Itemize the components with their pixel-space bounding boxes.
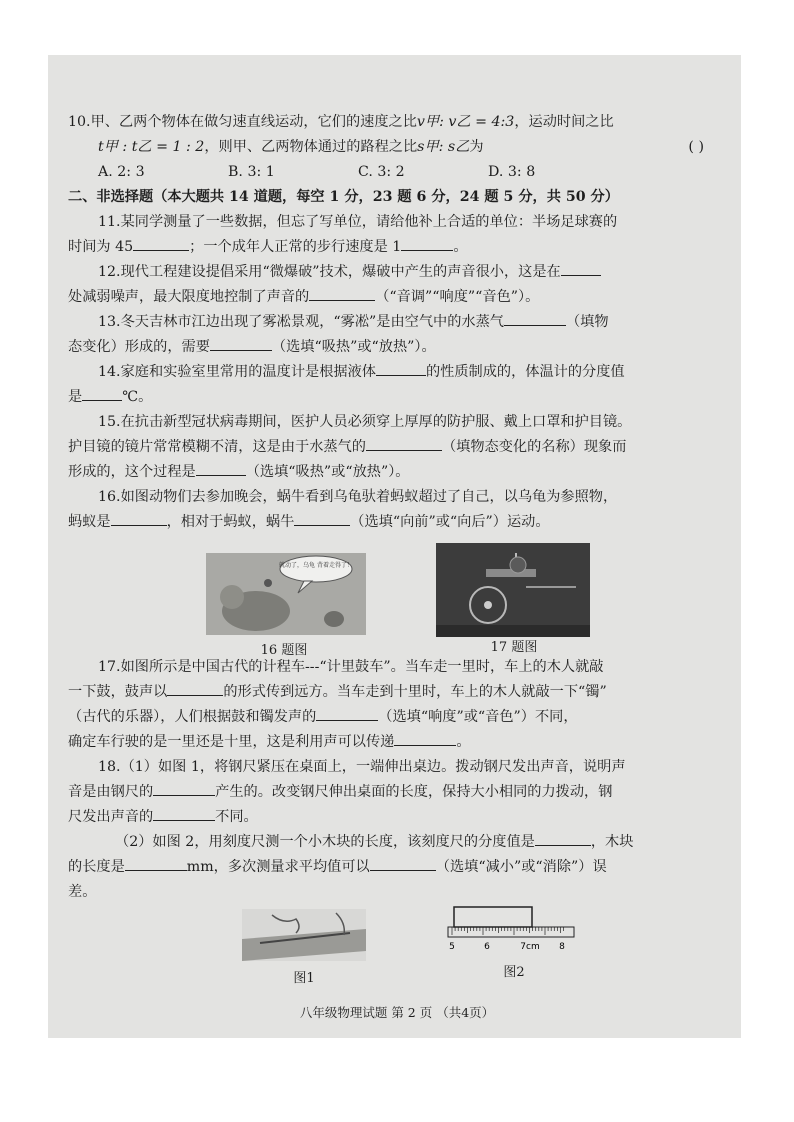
section-2-title: 二、非选择题（本大题共 14 道题，每空 1 分，23 题 6 分，24 题 5 分，共 50 分） bbox=[68, 189, 619, 205]
q13-line1: 13.冬天吉林市江边出现了雾凇景观，“雾凇”是由空气中的水蒸气 （填物 bbox=[68, 310, 726, 335]
q18-line1: 18.（1）如图 1，将钢尺紧压在桌面上，一端伸出桌边。拨动钢尺发出声音，说明声 bbox=[98, 759, 626, 775]
q17-line4: 确定车行驶的是一里还是十里，这是利用声可以传递 。 bbox=[68, 730, 726, 755]
ruler-label-5: 5 bbox=[449, 942, 455, 952]
answer-blank bbox=[82, 385, 122, 401]
q17-line2: 一下鼓，鼓声以 的形式传到远方。当车走到十里时，车上的木人就敲一下“镯” bbox=[68, 680, 726, 705]
fig2-caption: 图2 bbox=[503, 965, 525, 980]
wooden-block bbox=[454, 907, 532, 927]
page-footer: 八年级物理试题 第 2 页 （共4页） bbox=[299, 1005, 495, 1020]
q10-line2: t甲 : t乙 = 1 : 2，则甲、乙两物体通过的路程之比s甲: s乙为 ( ) bbox=[68, 135, 726, 160]
figures-16-17 bbox=[68, 535, 726, 658]
drum-carriage-figure bbox=[436, 543, 590, 637]
answer-blank bbox=[376, 360, 426, 376]
answer-blank bbox=[401, 235, 453, 251]
answer-blank bbox=[125, 855, 187, 871]
answer-parenthesis: ( ) bbox=[688, 139, 704, 155]
q13-line2: 态变化）形成的，需要 （选填“吸热”或“放热”）。 bbox=[68, 335, 726, 360]
q11-line1: 11.某同学测量了一些数据，但忘了写单位，请给他补上合适的单位：半场足球赛的 bbox=[98, 214, 618, 230]
answer-blank bbox=[316, 705, 378, 721]
figures-1-2 bbox=[68, 905, 726, 995]
q17-line1: 17.如图所示是中国古代的计程车---“计里鼓车”。当车走一里时，车上的木人就敲 bbox=[98, 659, 604, 675]
distance-ratio: s甲: s乙 bbox=[417, 139, 470, 155]
q14-line1: 14.家庭和实验室里常用的温度计是根据液体 的性质制成的，体温计的分度值 bbox=[68, 360, 726, 385]
ruler-block-figure bbox=[442, 905, 578, 953]
speech-bubble-text: 就动了，乌龟 背着走得了！ bbox=[279, 562, 353, 569]
q16-line1: 16.如图动物们去参加晚会，蜗牛看到乌龟驮着蚂蚁超过了自己，以乌龟为参照物， bbox=[98, 489, 618, 505]
q11-line2: 时间为 45 ；一个成年人正常的步行速度是 1 。 bbox=[68, 235, 726, 260]
ruler-label-8: 8 bbox=[559, 942, 565, 952]
answer-blank bbox=[394, 730, 456, 746]
answer-blank bbox=[309, 285, 375, 301]
q12-line1: 12.现代工程建设提倡采用“微爆破”技术，爆破中产生的声音很小，这是在 bbox=[68, 260, 726, 285]
q15-line3: 形成的，这个过程是 （选填“吸热”或“放热”）。 bbox=[68, 460, 726, 485]
velocity-ratio: v甲: v乙 = 4:3 bbox=[416, 114, 515, 130]
answer-blank bbox=[294, 510, 350, 526]
q10-options bbox=[68, 160, 726, 185]
option-b: B. 3: 1 bbox=[228, 164, 275, 180]
answer-blank bbox=[133, 235, 189, 251]
answer-blank bbox=[366, 435, 442, 451]
q18-line6: 差。 bbox=[68, 884, 97, 900]
q17-line3: （古代的乐器），人们根据鼓和镯发声的 （选填“响度”或“音色”）不同， bbox=[68, 705, 726, 730]
fig17-caption: 17 题图 bbox=[490, 640, 538, 655]
q16-line2: 蚂蚁是 ，相对于蚂蚁，蜗牛 （选填“向前”或“向后”）运动。 bbox=[68, 510, 726, 535]
q18-line5: 的长度是 mm，多次测量求平均值可以 （选填“减小”或“消除”）误 bbox=[68, 855, 726, 880]
answer-blank bbox=[167, 680, 223, 696]
q18-line3: 尺发出声音的 不同。 bbox=[68, 805, 726, 830]
answer-blank bbox=[153, 780, 215, 796]
ruler-label-6: 6 bbox=[484, 942, 490, 952]
option-c: C. 3: 2 bbox=[358, 164, 405, 180]
q12-line2: 处减弱噪声，最大限度地控制了声音的 （“音调”“响度”“音色”）。 bbox=[68, 285, 726, 310]
answer-blank bbox=[370, 855, 436, 871]
answer-blank bbox=[504, 310, 566, 326]
fig16-caption: 16 题图 bbox=[260, 643, 308, 658]
answer-blank bbox=[196, 460, 246, 476]
q15-line1: 15.在抗击新型冠状病毒期间，医护人员必须穿上厚厚的防护服、戴上口罩和护目镜。 bbox=[98, 414, 632, 430]
turtle-snail-figure bbox=[206, 553, 366, 635]
answer-blank bbox=[210, 335, 272, 351]
ruler-label-7cm: 7cm bbox=[520, 942, 540, 952]
answer-blank bbox=[111, 510, 167, 526]
option-a: A. 2: 3 bbox=[98, 164, 145, 180]
answer-blank bbox=[153, 805, 215, 821]
exam-content bbox=[68, 110, 726, 995]
answer-blank bbox=[561, 260, 601, 276]
option-d: D. 3: 8 bbox=[488, 164, 536, 180]
fig1-caption: 图1 bbox=[293, 971, 315, 986]
ruler-ticks bbox=[452, 927, 564, 935]
q14-line2: 是 ℃。 bbox=[68, 385, 726, 410]
time-ratio: t甲 : t乙 = 1 : 2 bbox=[98, 139, 205, 155]
answer-blank bbox=[535, 830, 591, 846]
steel-ruler-figure bbox=[242, 909, 366, 961]
q18-line2: 音是由钢尺的 产生的。改变钢尺伸出桌面的长度，保持大小相同的力拨动，钢 bbox=[68, 780, 726, 805]
q10-line1: 10.甲、乙两个物体在做匀速直线运动，它们的速度之比v甲: v乙 = 4:3，运动时间之比 bbox=[68, 114, 614, 130]
q18-line4: （2）如图 2，用刻度尺测一个小木块的长度，该刻度尺的分度值是 ，木块 bbox=[68, 830, 726, 855]
q15-line2: 护目镜的镜片常常模糊不清，这是由于水蒸气的 （填物态变化的名称）现象而 bbox=[68, 435, 726, 460]
